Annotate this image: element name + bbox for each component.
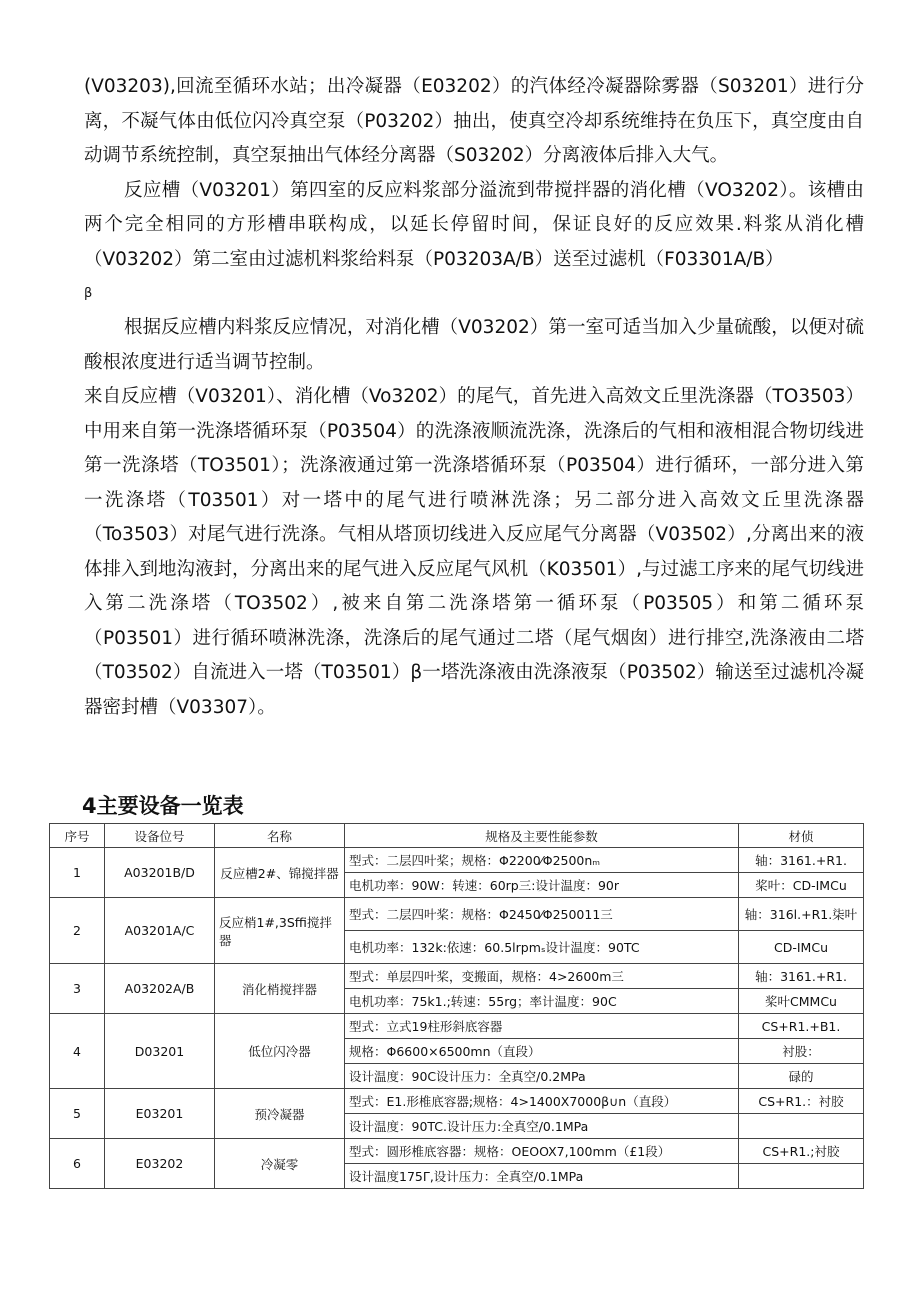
table-header-row [50, 824, 864, 848]
cell-material: CS+R1.;衬胶 [739, 1139, 864, 1164]
table-row [50, 1014, 864, 1039]
paragraph-mark: β [84, 286, 93, 301]
cell-name: 低位闪冷器 [215, 1014, 345, 1089]
cell-spec: 型式：立式19柱形斜底容器 [345, 1014, 739, 1039]
paragraph-digestion-tank: 反应槽（V03201）第四室的反应料浆部分溢流到带搅拌器的消化槽（VO3202）。该槽由两个完全相同的方形槽串联构成，以延长停留时间，保证良好的反应效果.料浆从消化槽（V03202）第二室由过滤机料浆给料泵（P03203A/B）送至过滤机（F03301A/B） [84, 179, 864, 270]
cell-tag: E03201 [105, 1089, 215, 1139]
cell-name: 反应槽2#、锦搅拌器 [215, 848, 345, 898]
cell-material: 衬股： [739, 1039, 864, 1064]
cell-spec: 电机功率：75k1.;转速：55rg；率计温度：90C [345, 989, 739, 1014]
cell-tag: A03201B/D [105, 848, 215, 898]
cell-tag: E03202 [105, 1139, 215, 1189]
cell-no: 6 [50, 1139, 105, 1189]
cell-material: CD-IMCu [739, 931, 864, 964]
table-row [50, 1139, 864, 1164]
table-row [50, 848, 864, 873]
body-text [84, 70, 864, 725]
cell-no: 4 [50, 1014, 105, 1089]
cell-no: 2 [50, 898, 105, 964]
paragraph-sulfuric-acid: 根据反应槽内料浆反应情况，对消化槽（V03202）第一室可适当加入少量硫酸，以便对硫酸根浓度进行适当调节控制。 [84, 317, 864, 373]
cell-name: 预冷凝器 [215, 1089, 345, 1139]
cell-tag: A03202A/B [105, 964, 215, 1014]
cell-tag: A03201A/C [105, 898, 215, 964]
cell-material: CS+R1.+B1. [739, 1014, 864, 1039]
cell-material: 碌的 [739, 1064, 864, 1089]
table-row [50, 964, 864, 989]
cell-spec: 型式：E1.形椎底容器;规格：4>1400X7000β∪n（直段） [345, 1089, 739, 1114]
cell-material: CS+R1.：衬胶 [739, 1089, 864, 1114]
cell-spec: 设计温度：90C设计压力：全真空/0.2MPa [345, 1064, 739, 1089]
cell-material: 轴：3161.+R1. [739, 964, 864, 989]
header-material: 材侦 [739, 824, 864, 848]
cell-spec: 型式：单层四叶桨，变搬面，规格：4>2600m三 [345, 964, 739, 989]
table-row [50, 1089, 864, 1114]
cell-material: 轴：3161.+R1. [739, 848, 864, 873]
cell-no: 1 [50, 848, 105, 898]
cell-spec: 型式：二层四叶桨；规格：Φ2200⁄Φ2500nₘ [345, 848, 739, 873]
paragraph-vacuum-cooling: (V03203),回流至循环水站；出冷凝器（E03202）的汽体经冷凝器除雾器（S03201）进行分离，不凝气体由低位闪冷真空泵（P03202）抽出，使真空冷却系统维持在负压下，真空度由自动调节系统控制，真空泵抽出气体经分离器（S03202）分离液体后排入大气。 [84, 76, 864, 166]
cell-no: 5 [50, 1089, 105, 1139]
cell-spec: 型式：圆形椎底容器：规格：OEOOX7,100mm（£1段） [345, 1139, 739, 1164]
cell-material [739, 1114, 864, 1139]
header-no: 序号 [50, 824, 105, 848]
cell-name: 消化梢搅拌器 [215, 964, 345, 1014]
equipment-table [49, 823, 864, 1189]
table-row [50, 898, 864, 931]
cell-spec: 电机功率：90W：转速：60rp三:设计温度：90r [345, 873, 739, 898]
cell-spec: 型式：二层四叶桨：规格：Φ2450⁄Φ250011三 [345, 898, 739, 931]
header-tag: 设备位号 [105, 824, 215, 848]
cell-spec: 设计温度：90TC.设计压力:全真空/0.1MPa [345, 1114, 739, 1139]
cell-material: 轴：316l.+R1.柒叶 [739, 898, 864, 931]
section-title: 4主要设备一览表 [82, 794, 244, 818]
cell-material: 桨叶：CD-IMCu [739, 873, 864, 898]
cell-material: 桨叶CMMCu [739, 989, 864, 1014]
cell-spec: 规格：Φ6600×6500mn（直段） [345, 1039, 739, 1064]
cell-tag: D03201 [105, 1014, 215, 1089]
paragraph-tail-gas: 来自反应槽（V03201）、消化槽（Vo3202）的尾气，首先进入高效文丘里洗涤器（TO3503）中用来自第一洗涤塔循环泵（P03504）的洗涤液顺流洗涤，洗涤后的气相和液相混合物切线进第一洗涤塔（TO3501）；洗涤液通过第一洗涤塔循环泵（P03504）进行循环，一部分进入第一洗涤塔（T03501）对一塔中的尾气进行喷淋洗涤；另二部分进入高效文丘里洗涤器（To3503）对尾气进行洗涤。气相从塔顶切线进入反应尾气分离器（V03502）,分离出来的液体排入到地沟液封，分离出来的尾气进入反应尾气风机（K03501）,与过滤工序来的尾气切线进入第二洗涤塔（TO3502）,被来自第二洗涤塔第一循环泵（P03505）和第二循环泵（P03501）进行循环喷淋洗涤，洗涤后的尾气通过二塔（尾气烟囱）进行排空,洗涤液由二塔（T03502）自流进入一塔（T03501）β一塔洗涤液由洗涤液泵（P03502）输送至过滤机冷凝器密封槽（V03307）。 [84, 386, 864, 718]
header-name: 名称 [215, 824, 345, 848]
header-specs: 规格及主要性能参数 [345, 824, 739, 848]
cell-name: 冷凝零 [215, 1139, 345, 1189]
cell-spec: 电机功率：132k:依速：60.5lrpmₛ设计温度：90TC [345, 931, 739, 964]
cell-name: 反应梢1#,3Sffi搅拌器 [215, 898, 345, 964]
cell-no: 3 [50, 964, 105, 1014]
cell-spec: 设计温度175Γ,设计压力：全真空/0.1MPa [345, 1164, 739, 1189]
cell-material [739, 1164, 864, 1189]
